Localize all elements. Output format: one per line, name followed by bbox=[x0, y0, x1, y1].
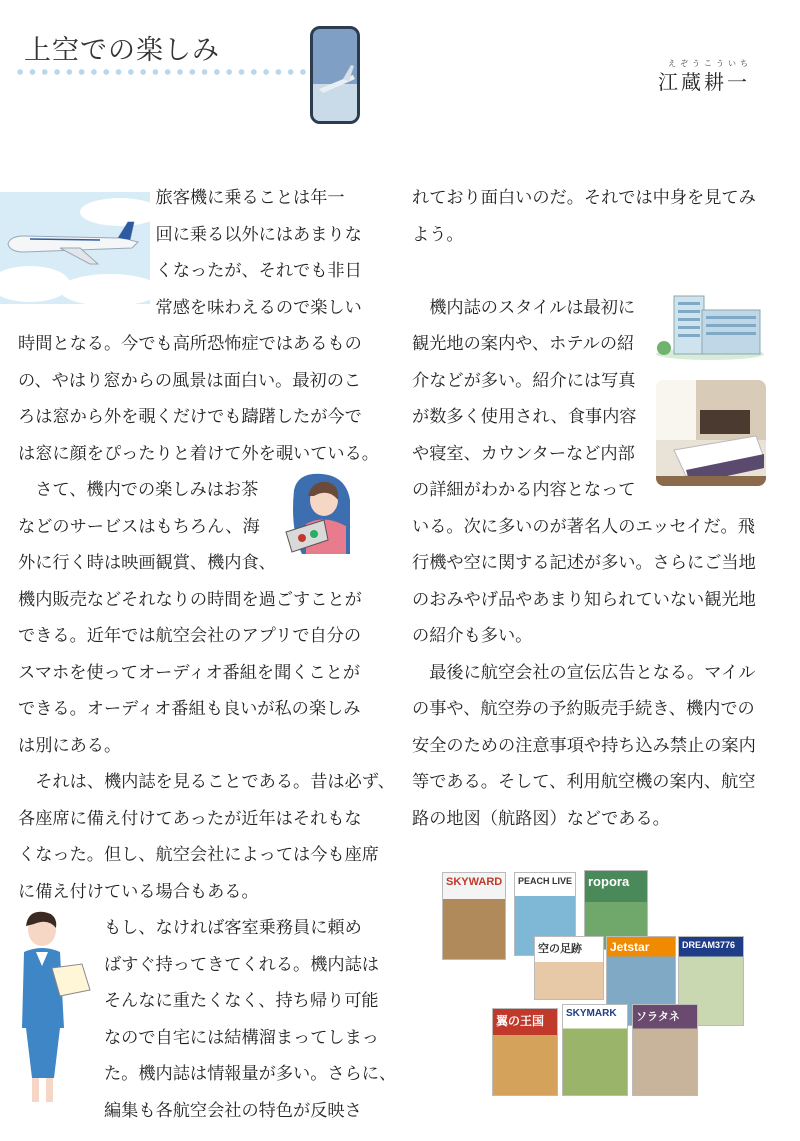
magazine-cover: DREAM3776 bbox=[678, 936, 744, 1026]
article-line: 観光地の案内や、ホテルの紹 bbox=[412, 334, 635, 354]
magazine-cover: SKYWARD bbox=[442, 872, 506, 960]
article-line: いる。次に多いのが著名人のエッセイだ。飛 bbox=[412, 516, 755, 537]
article-line: さて、機内での楽しみはお茶 bbox=[18, 480, 259, 500]
article-line: の、やはり窓からの風景は面白い。最初のこ bbox=[18, 370, 362, 391]
article-line: は別にある。 bbox=[18, 735, 122, 756]
article-line: れており面白いのだ。それでは中身を見てみ bbox=[412, 188, 756, 208]
article-line: 機内販売などそれなりの時間を過ごすことが bbox=[18, 589, 362, 610]
article-line: 安全のための注意事項や持ち込み禁止の案内 bbox=[412, 735, 756, 756]
article-column-right bbox=[412, 180, 772, 837]
article-line: 常感を味わえるので楽しい bbox=[18, 297, 362, 318]
article-line: そんなに重たくなく、持ち帰り可能 bbox=[18, 991, 379, 1011]
page-title: 上空での楽しみ bbox=[24, 35, 220, 66]
article-line: なので自宅には結構溜まってしまっ bbox=[18, 1027, 379, 1048]
author-ruby: えぞうこういち bbox=[668, 59, 752, 68]
article-line: よう。 bbox=[412, 224, 464, 245]
article-line: 旅客機に乗ることは年一 bbox=[18, 188, 345, 208]
magazine-cover: ソラタネ bbox=[632, 1004, 698, 1096]
article-line: の紹介も多い。 bbox=[412, 626, 533, 646]
article-line: 最後に航空会社の宣伝広告となる。マイル bbox=[412, 662, 756, 683]
article-line: できる。近年では航空会社のアプリで自分の bbox=[18, 626, 362, 646]
article-line: 編集も各航空会社の特色が反映さ bbox=[18, 1100, 362, 1121]
article-line: などのサービスはもちろん、海 bbox=[18, 516, 260, 537]
article-line: のおみやげ品やあまり知られていない観光地 bbox=[412, 589, 756, 610]
article-line: ばすぐ持ってきてくれる。機内誌は bbox=[18, 954, 379, 975]
article-line: の事や、航空券の予約販売手続き、機内での bbox=[412, 699, 755, 719]
article-line: 路の地図（航路図）などである。 bbox=[412, 808, 670, 829]
article-line: それは、機内誌を見ることである。昔は必ず、 bbox=[18, 772, 395, 792]
article-line: は窓に顔をぴったりと着けて外を覗いている。 bbox=[18, 443, 379, 464]
magazine-cover: 翼の王国 bbox=[492, 1008, 558, 1096]
article-line: できる。オーディオ番組も良いが私の楽しみ bbox=[18, 699, 361, 719]
article-line: 等である。そして、利用航空機の案内、航空 bbox=[412, 772, 756, 792]
paragraph-gap bbox=[412, 253, 772, 290]
article-line: スマホを使ってオーディオ番組を聞くことが bbox=[18, 662, 361, 683]
article-line: 回に乗る以外にはあまりな bbox=[18, 224, 362, 245]
article-line: ろは窓から外を覗くだけでも躊躇したが今で bbox=[18, 407, 362, 427]
magazine-cover: PEACH LIVE bbox=[514, 872, 576, 956]
article-line: の詳細がわかる内容となって bbox=[412, 480, 636, 500]
article-line: くなったが、それでも非日 bbox=[18, 261, 362, 281]
magazine-cover: ropora bbox=[584, 870, 648, 950]
airplane-window-photo bbox=[310, 26, 360, 124]
author-name: 江蔵耕一 bbox=[658, 70, 750, 94]
article-line: 外に行く時は映画観賞、機内食、 bbox=[18, 553, 276, 573]
article-line: 各座席に備え付けてあったが近年はそれもな bbox=[18, 808, 362, 829]
article-line: くなった。但し、航空会社によっては今も座席 bbox=[18, 845, 379, 865]
magazine-cover: 空の足跡 bbox=[534, 936, 604, 1000]
article-line: や寝室、カウンターなど内部 bbox=[412, 443, 635, 464]
article-line: 介などが多い。紹介には写真 bbox=[412, 370, 636, 391]
article-line: もし、なければ客室乗務員に頼め bbox=[18, 918, 362, 938]
dotted-divider bbox=[14, 68, 310, 76]
article-line: が数多く使用され、食事内容 bbox=[412, 407, 637, 427]
article-line: 機内誌のスタイルは最初に bbox=[412, 297, 636, 318]
article-line: た。機内誌は情報量が多い。さらに、 bbox=[18, 1064, 397, 1084]
article-line: に備え付けている場合もある。 bbox=[18, 881, 259, 902]
magazine-cover: Jetstar bbox=[606, 936, 676, 1026]
article-column-left bbox=[18, 180, 397, 1129]
magazine-cover: SKYMARK bbox=[562, 1004, 628, 1096]
article-line: 時間となる。今でも高所恐怖症ではあるもの bbox=[18, 334, 362, 354]
article-line: 行機や空に関する記述が多い。さらにご当地 bbox=[412, 553, 756, 573]
inflight-magazines-photo bbox=[438, 868, 758, 1100]
